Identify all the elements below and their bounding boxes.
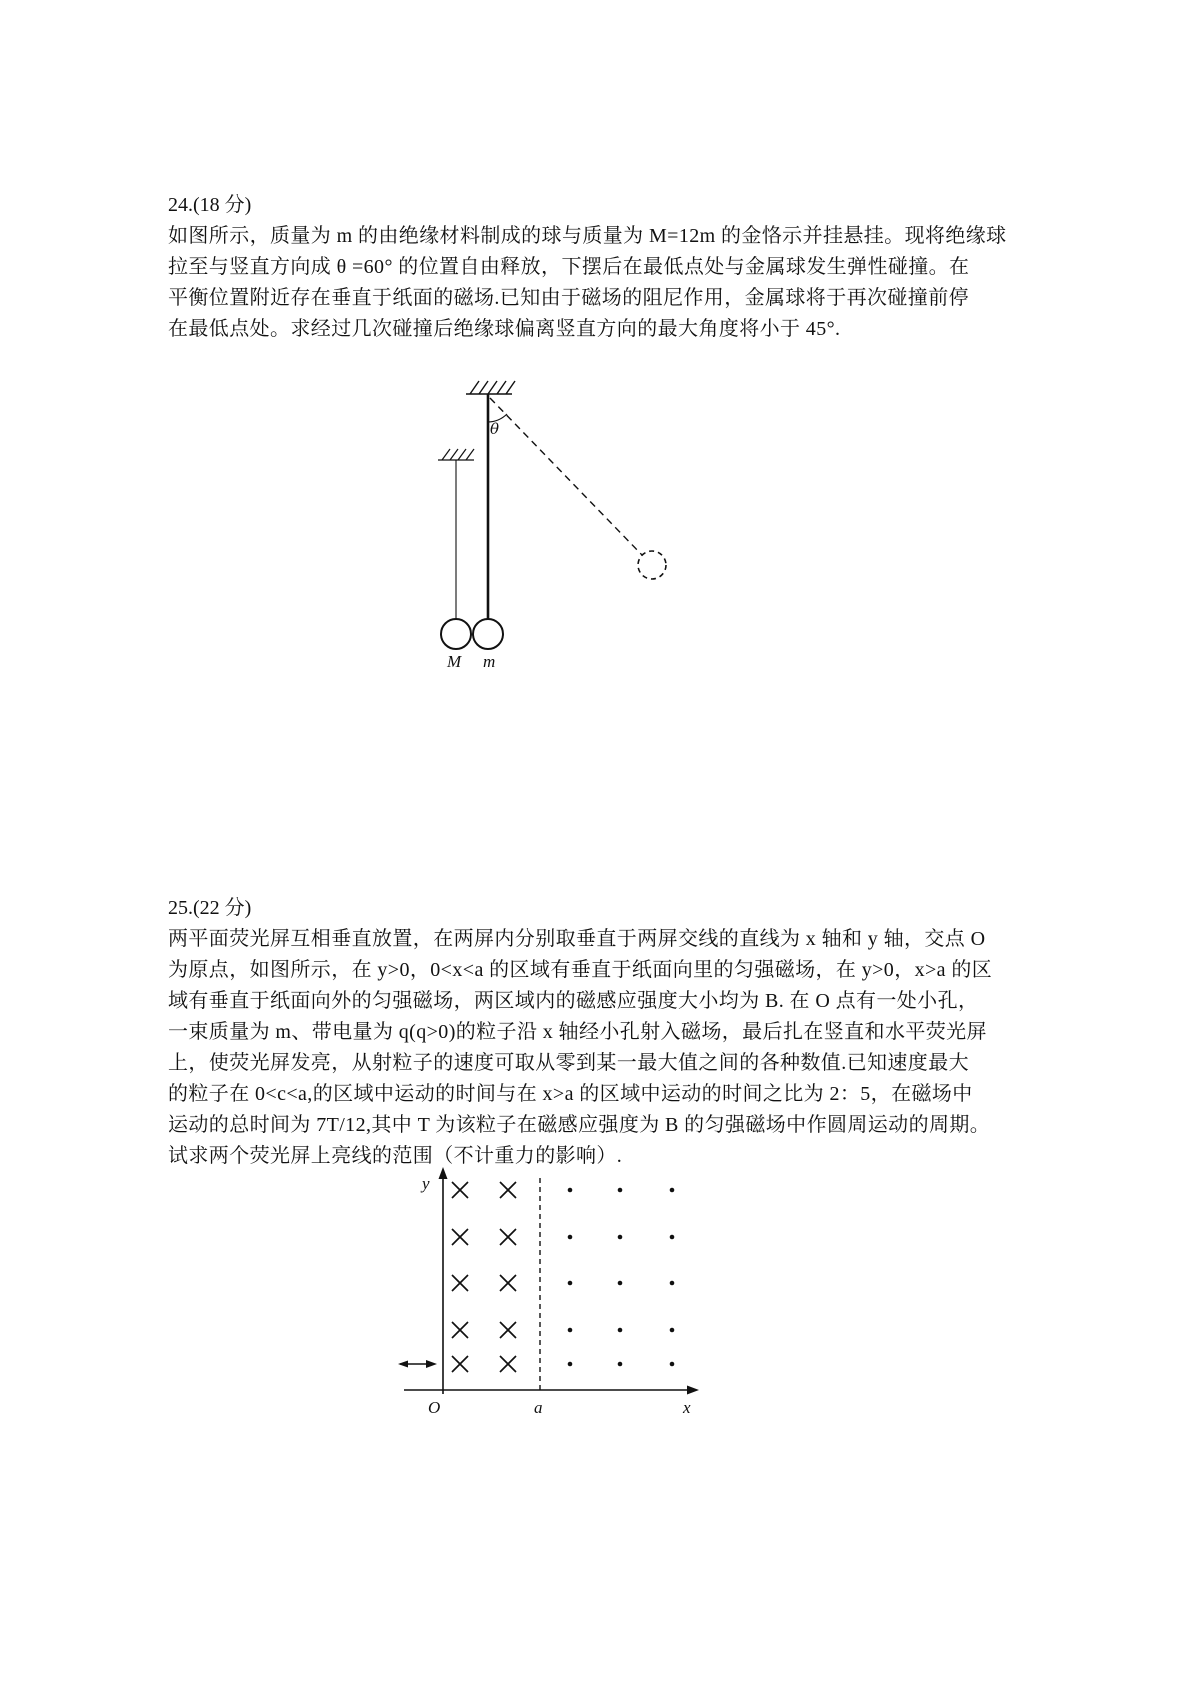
problem-25-line-2: 为原点，如图所示，在 y>0，0<x<a 的区域有垂直于纸面向里的匀强磁场，在 y>0，x>a 的区: [168, 959, 993, 981]
field-into-page-grid: [452, 1182, 516, 1372]
problem-24-line-2: 拉至与竖直方向成 θ =60° 的位置自由释放，下摆后在最低点处与金属球发生弹性碰撞。在: [168, 256, 970, 278]
problem-25-line-1: 两平面荧光屏互相垂直放置，在两屏内分别取垂直于两屏交线的直线为 x 轴和 y 轴，交点 O: [168, 928, 986, 950]
problem-25-line-8: 试求两个荧光屏上亮线的范围（不计重力的影响）.: [168, 1145, 623, 1167]
problem-24-line-1: 如图所示，质量为 m 的由绝缘材料制成的球与质量为 M=12m 的金恪示并挂悬挂。现将绝缘球: [168, 225, 1007, 247]
velocity-arrow: [398, 1360, 437, 1368]
y-axis-label: y: [422, 1174, 430, 1193]
angle-theta-label: θ: [490, 420, 500, 438]
displaced-string-dashed: [490, 398, 642, 555]
ball-m-label: m: [483, 652, 496, 671]
pendulum-figure: [400, 372, 700, 682]
ball-M-label: M: [447, 652, 462, 671]
x-axis-arrowhead: [687, 1386, 699, 1395]
ball-M: [441, 619, 471, 649]
y-axis-arrowhead: [439, 1167, 448, 1179]
boundary-a-label: a: [534, 1398, 543, 1417]
problem-24-line-4: 在最低点处。求经过几次碰撞后绝缘球偏离竖直方向的最大角度将小于 45°.: [168, 318, 841, 340]
velocity-arrow-tail: [398, 1361, 408, 1368]
problem-25-line-4: 一束质量为 m、带电量为 q(q>0)的粒子沿 x 轴经小孔射入磁场，最后扎在竖直和水平荧光屏: [168, 1021, 987, 1043]
ceiling-mount-left: [438, 449, 474, 460]
problem-25-text: [168, 924, 1046, 1172]
x-axis-label: x: [683, 1398, 691, 1417]
field-region-figure: [390, 1162, 710, 1422]
problem-24-number: 24.(18 分): [168, 194, 252, 216]
problem-25-line-7: 运动的总时间为 7T/12,其中 T 为该粒子在磁感应强度为 B 的匀强磁场中作圆周运动的周期。: [168, 1114, 991, 1136]
problem-25-line-5: 上，使荧光屏发亮，从射粒子的速度可取从零到某一最大值之间的各种数值.已知速度最大: [168, 1052, 969, 1074]
problem-24-line-3: 平衡位置附近存在垂直于纸面的磁场.已知由于磁场的阻尼作用，金属球将于再次碰撞前停: [168, 287, 969, 309]
problem-25-line-3: 域有垂直于纸面向外的匀强磁场，两区域内的磁感应强度大小均为 B. 在 O 点有一处小孔，: [168, 990, 979, 1012]
field-out-of-page-grid: [568, 1188, 675, 1367]
y-axis: [439, 1167, 448, 1394]
origin-label: O: [428, 1398, 441, 1417]
problem-24-text: [168, 221, 1046, 345]
ceiling-mount-top: [466, 381, 515, 394]
problem-25-line-6: 的粒子在 0<c<a,的区域中运动的时间与在 x>a 的区域中运动的时间之比为 2：5，在磁场中: [168, 1083, 973, 1105]
ball-m: [473, 619, 503, 649]
problem-25-number: 25.(22 分): [168, 897, 252, 919]
displaced-ball-dashed: [638, 551, 666, 579]
x-axis: [404, 1386, 699, 1395]
